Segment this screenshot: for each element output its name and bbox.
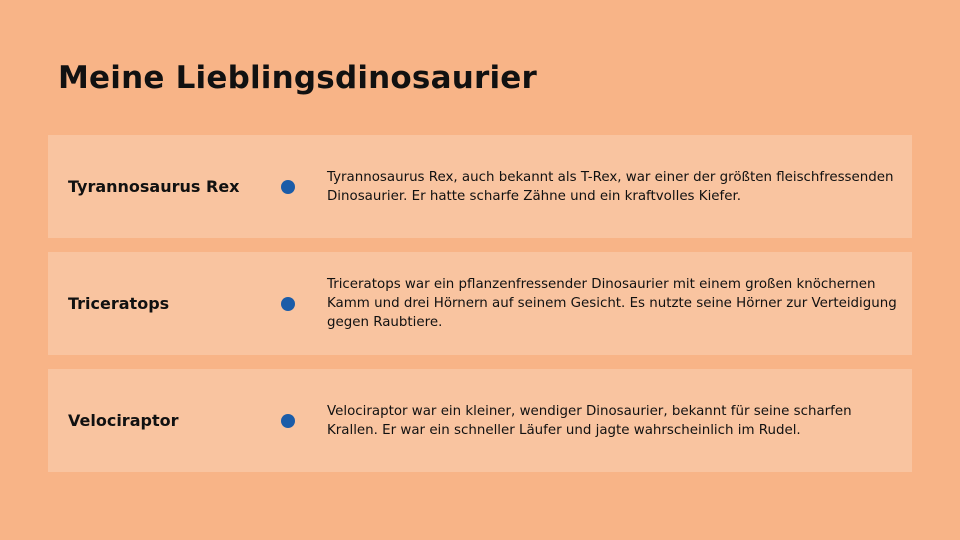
bullet-dot-icon [281,414,295,428]
dinosaur-name: Triceratops [68,294,170,313]
dinosaur-card-triceratops [48,252,912,355]
dinosaur-card-velociraptor [48,369,912,472]
dinosaur-description: Triceratops war ein pflanzenfressender Dinosaurier mit einem großen knöchernen Kamm und drei Hörnern auf seinem Gesicht. Es nutzte seine Hörner zur Verteidigung gegen Raubtiere. [327,277,897,330]
dinosaur-description: Velociraptor war ein kleiner, wendiger Dinosaurier, bekannt für seine scharfen Krallen. Er war ein schneller Läufer und jagte wahrscheinlich im Rudel. [327,403,852,438]
dinosaur-name: Tyrannosaurus Rex [68,177,240,196]
bullet-dot-icon [281,297,295,311]
dinosaur-name: Velociraptor [68,411,179,430]
dinosaur-card-tyrannosaurus [48,135,912,238]
bullet-dot-icon [281,180,295,194]
dinosaur-description: Tyrannosaurus Rex, auch bekannt als T-Rex, war einer der größten fleischfressenden Dinosaurier. Er hatte scharfe Zähne und ein kraftvolles Kiefer. [327,169,894,204]
page-title: Meine Lieblingsdinosaurier [58,60,537,96]
dinosaur-list [48,135,912,486]
